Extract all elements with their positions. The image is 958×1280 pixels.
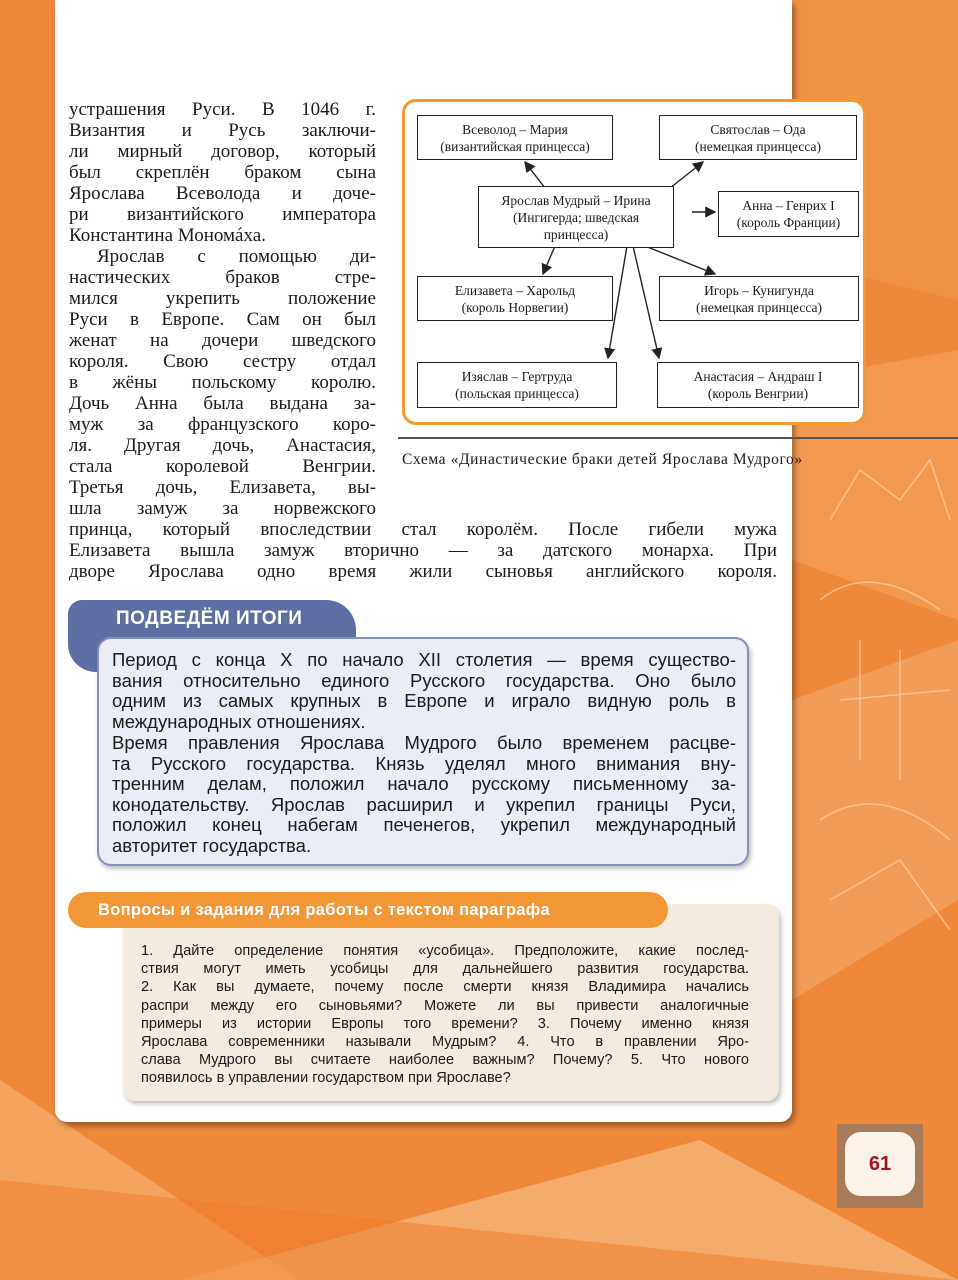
- dynastic-marriages-diagram: [402, 99, 866, 425]
- text-line: международных отношениях.: [112, 710, 366, 732]
- text-line: Дочь Анна была выдана за-: [69, 393, 376, 414]
- text-line: устрашения Руси. В 1046 г.: [69, 99, 376, 120]
- text-line: был скреплён браком сына: [69, 162, 376, 183]
- caption-divider: [398, 437, 958, 439]
- arrow-to-elizaveta: [543, 246, 555, 274]
- main-text-full-width: [69, 519, 777, 582]
- text-line: шла замуж за норвежского: [69, 498, 376, 519]
- text-line: в жёны польскому королю.: [69, 372, 376, 393]
- arrow-to-igor: [645, 246, 715, 274]
- question-line: распри между его сыновьями? Можете ли вы привести аналогичные: [141, 997, 749, 1014]
- text-line: мился укрепить положение: [69, 288, 376, 309]
- main-text-column: [69, 99, 376, 519]
- page-number: 61: [845, 1132, 915, 1196]
- question-line: Ярослава современники называли Мудрым? 4. Что в правлении Яро-: [141, 1034, 749, 1051]
- question-line: 1. Дайте определение понятия «усобица». Предположите, какие послед-: [141, 943, 749, 959]
- text-line: Византия и Русь заключи-: [69, 120, 376, 141]
- diagram-box-elizaveta: Елизавета – Харольд (король Норвегии): [417, 276, 613, 321]
- questions-text: [141, 942, 749, 1088]
- text-line: Третья дочь, Елизавета, вы-: [69, 477, 376, 498]
- diagram-box-vsevolod: Всеволод – Мария (византийская принцесса): [417, 115, 613, 160]
- text-line: конодательству. Ярослав расширил и укрепил границы Руси,: [112, 793, 736, 815]
- arrow-to-vsevolod: [525, 162, 545, 188]
- text-line: короля. Свою сестру отдал: [69, 351, 376, 372]
- text-line: положил конец набегам печенегов, укрепил международный: [112, 814, 736, 835]
- question-line: примеры из истории Европы того времени? 3. Почему именно князя: [141, 1015, 749, 1032]
- question-line: слава Мудрого вы считаете наиболее важным? Почему? 5. Что нового: [141, 1052, 749, 1069]
- text-line: одним из самых крупных в Европе и играло видную роль в: [112, 690, 736, 711]
- diagram-caption: Схема «Династические браки детей Ярослава Мудрого»: [402, 451, 803, 468]
- text-line: женат на дочери шведского: [69, 330, 376, 351]
- diagram-box-anna: Анна – Генрих I (король Франции): [718, 191, 859, 237]
- text-line: муж за французского коро-: [69, 414, 376, 435]
- diagram-box-igor: Игорь – Кунигунда (немецкая принцесса): [659, 276, 859, 321]
- question-line: ствия могут иметь усобицы для дальнейшего развития государства.: [141, 961, 749, 978]
- text-line: вания относительно единого Русского государства. Оно было: [112, 669, 736, 691]
- text-line: авторитет государства.: [112, 834, 312, 856]
- text-line: принца, который впоследствии стал королём. После гибели мужа: [69, 519, 777, 540]
- text-line: тренним делам, положил начало русскому письменному за-: [112, 773, 736, 794]
- text-line: дворе Ярослава одно время жили сыновья английского короля.: [69, 561, 777, 582]
- diagram-box-izyaslav: Изяслав – Гертруда (польская принцесса): [417, 362, 617, 408]
- question-line: 2. Как вы думаете, почему после смерти князя Владимира начались: [141, 979, 749, 996]
- text-line: настических браков стре-: [69, 267, 376, 288]
- text-line: Время правления Ярослава Мудрого было временем расцве-: [112, 732, 736, 753]
- text-line: стала королевой Венгрии.: [69, 456, 376, 477]
- text-line: Период с конца X по начало XII столетия — время существо-: [112, 649, 736, 670]
- diagram-box-svyatoslav: Святослав – Ода (немецкая принцесса): [659, 115, 857, 160]
- question-line: появилось в управлении государством при Ярославе?: [141, 1070, 511, 1087]
- text-line: Руси в Европе. Сам он был: [69, 309, 376, 330]
- text-line: Ярослава Всеволода и доче-: [69, 183, 376, 204]
- summary-heading: ПОДВЕДЁМ ИТОГИ: [116, 608, 303, 629]
- diagram-box-anastasia: Анастасия – Андраш I (король Венгрии): [657, 362, 859, 408]
- text-line: та Русского государства. Князь уделял много внимания вну-: [112, 752, 736, 774]
- summary-paragraph-2: [112, 733, 736, 856]
- text-line: Елизавета вышла замуж вторично — за датского монарха. При: [69, 540, 777, 561]
- arrow-to-svyatoslav: [670, 162, 703, 188]
- text-line: ри византийского императора: [69, 204, 376, 225]
- text-line: ля. Другая дочь, Анастасия,: [69, 435, 376, 456]
- questions-heading: Вопросы и задания для работы с текстом параграфа: [98, 901, 550, 919]
- text-line: ли мирный договор, который: [69, 141, 376, 162]
- text-line: Константина Мономáха.: [69, 225, 266, 246]
- text-line: Ярослав с помощью ди-: [97, 246, 376, 267]
- diagram-box-center: Ярослав Мудрый – Ирина (Ингигерда; шведская принцесса): [478, 186, 674, 248]
- summary-paragraph-1: [112, 650, 736, 732]
- arrow-to-anastasia: [633, 246, 659, 358]
